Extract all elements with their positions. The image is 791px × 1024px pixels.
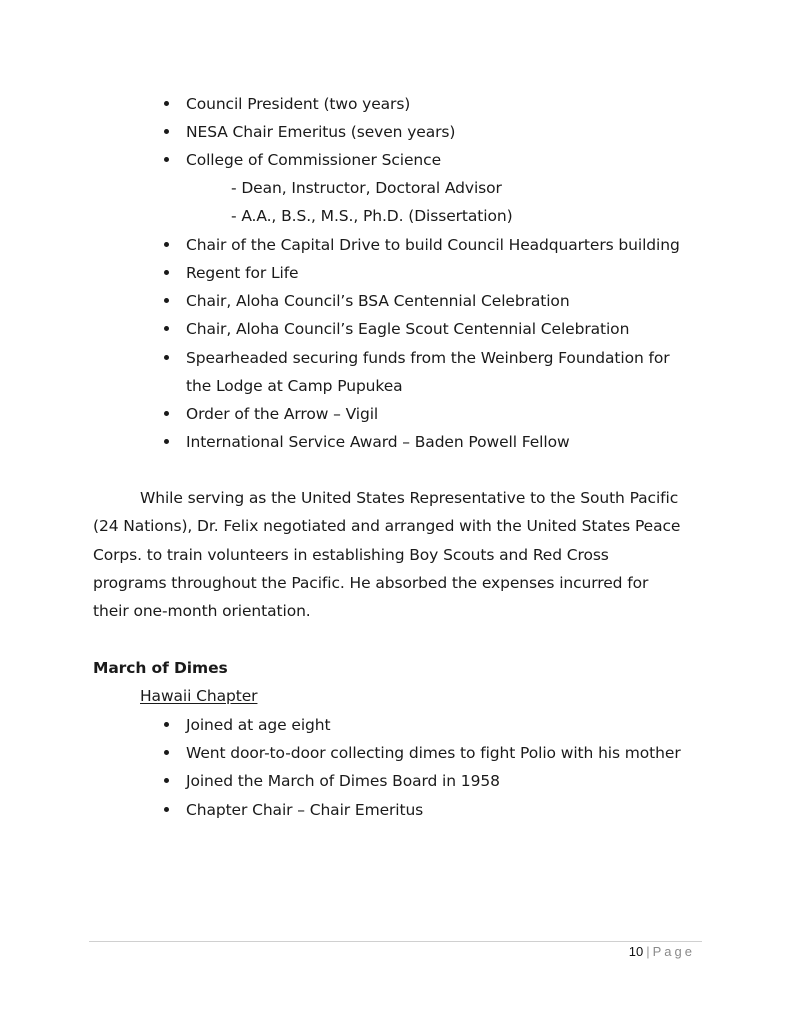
bullet-icon	[164, 722, 169, 727]
list-item-continuation: the Lodge at Camp Pupukea	[186, 377, 403, 395]
bullet-icon	[164, 270, 169, 275]
list-item: Spearheaded securing funds from the Weinberg Foundation for	[186, 349, 670, 367]
list-item: NESA Chair Emeritus (seven years)	[186, 123, 456, 141]
list-item: Chair of the Capital Drive to build Council Headquarters building	[186, 236, 680, 254]
paragraph-line: programs throughout the Pacific. He absorbed the expenses incurred for	[93, 574, 649, 592]
bullet-icon	[164, 101, 169, 106]
list-item: Council President (two years)	[186, 95, 411, 113]
sub-list-item: - Dean, Instructor, Doctoral Advisor	[231, 179, 502, 197]
list-item: Chair, Aloha Council’s BSA Centennial Celebration	[186, 292, 570, 310]
list-item: International Service Award – Baden Powell Fellow	[186, 433, 570, 451]
paragraph-line: (24 Nations), Dr. Felix negotiated and arranged with the United States Peace	[93, 517, 681, 535]
list-item: Chapter Chair – Chair Emeritus	[186, 801, 424, 819]
bullet-icon	[164, 411, 169, 416]
sub-list-item: - A.A., B.S., M.S., Ph.D. (Dissertation)	[231, 207, 513, 225]
bullet-icon	[164, 750, 169, 755]
list-item: Joined the March of Dimes Board in 1958	[186, 772, 500, 790]
list-item: Joined at age eight	[186, 716, 331, 734]
paragraph-line: their one-month orientation.	[93, 602, 311, 620]
footer-separator: |	[646, 944, 650, 959]
page-number: 10	[628, 944, 644, 959]
bullet-icon	[164, 242, 169, 247]
bullet-icon	[164, 439, 169, 444]
bullet-icon	[164, 129, 169, 134]
list-item: College of Commissioner Science	[186, 151, 442, 169]
page-footer	[629, 944, 695, 959]
list-item: Chair, Aloha Council’s Eagle Scout Centennial Celebration	[186, 320, 630, 338]
bullet-icon	[164, 355, 169, 360]
list-item: Regent for Life	[186, 264, 299, 282]
list-item: Order of the Arrow – Vigil	[186, 405, 379, 423]
bullet-icon	[164, 778, 169, 783]
footer-divider	[89, 941, 702, 942]
bullet-icon	[164, 157, 169, 162]
paragraph-line: Corps. to train volunteers in establishing Boy Scouts and Red Cross	[93, 546, 609, 564]
bullet-icon	[164, 298, 169, 303]
page-label: Page	[652, 944, 695, 959]
sub-heading: Hawaii Chapter	[140, 687, 258, 705]
list-item: Went door-to-door collecting dimes to fight Polio with his mother	[186, 744, 681, 762]
paragraph-line: While serving as the United States Representative to the South Pacific	[140, 489, 679, 507]
section-heading: March of Dimes	[93, 659, 228, 677]
bullet-icon	[164, 326, 169, 331]
bullet-icon	[164, 807, 169, 812]
